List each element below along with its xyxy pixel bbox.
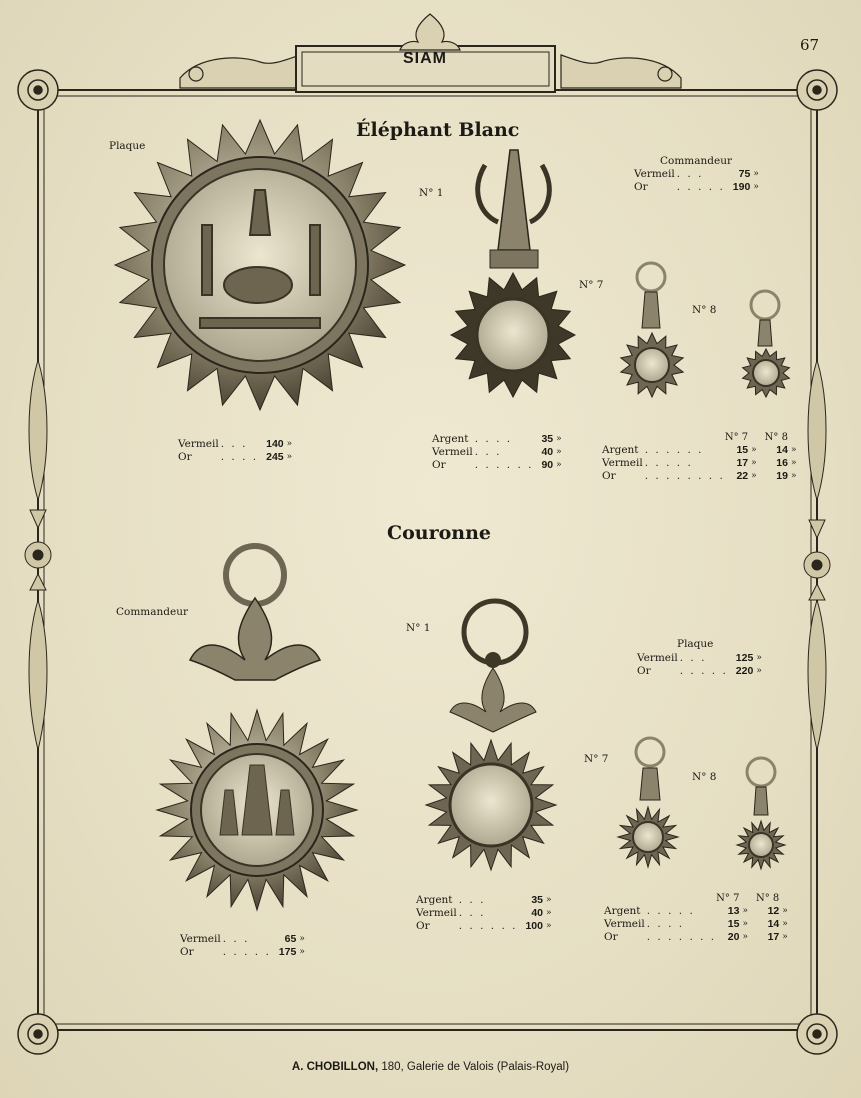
elephant-plaque-illustration	[115, 120, 405, 410]
col-header-no7: N° 7	[716, 893, 740, 904]
label-plaque: Plaque	[677, 638, 714, 650]
quote-mark: »	[556, 447, 562, 457]
price-table-crown-commandeur	[180, 933, 305, 959]
price-row	[637, 665, 762, 678]
leader-dots: . . . . . . .	[646, 931, 717, 943]
price-table-crown-plaque	[637, 652, 762, 678]
price-row	[180, 946, 305, 959]
col-header-no8: N° 8	[764, 432, 788, 443]
price-row	[602, 470, 796, 483]
quote-mark: »	[742, 919, 748, 929]
quote-mark: »	[546, 908, 552, 918]
price-row	[432, 433, 562, 446]
metal-name: Vermeil	[602, 457, 643, 469]
price-value: 65	[284, 933, 297, 945]
section-title-elephant: Éléphant Blanc	[356, 119, 520, 141]
metal-name: Vermeil	[604, 918, 645, 930]
leader-dots: . . . .	[646, 918, 685, 930]
price-row	[180, 933, 305, 946]
metal-name: Or	[637, 665, 651, 677]
price-table-crown-no7-no8	[604, 893, 788, 944]
quote-mark: »	[790, 471, 797, 481]
elephant-no8-illustration	[743, 291, 790, 397]
quote-mark: »	[782, 919, 788, 929]
crown-commandeur-illustration	[157, 546, 357, 910]
price-header-row	[602, 432, 796, 444]
quote-mark: »	[782, 932, 788, 942]
elephant-no1-illustration	[451, 150, 575, 397]
price-header-row	[604, 893, 788, 905]
label-plaque: Plaque	[109, 140, 146, 152]
metal-name: Or	[416, 920, 430, 932]
quote-mark: »	[286, 452, 293, 462]
footer-publisher: A. CHOBILLON,	[291, 1061, 379, 1073]
price-row	[634, 168, 759, 181]
price-no8: 17	[767, 931, 780, 943]
crown-no7-illustration	[618, 738, 678, 867]
price-no8: 12	[767, 905, 780, 917]
metal-name: Argent	[604, 905, 641, 917]
price-row	[432, 446, 562, 459]
metal-name: Or	[178, 451, 192, 463]
quote-mark: »	[546, 895, 552, 905]
price-no8: 14	[767, 918, 780, 930]
metal-name: Argent	[602, 444, 639, 456]
price-no7: 13	[727, 905, 740, 917]
metal-name: Vermeil	[634, 168, 675, 180]
leader-dots: . . .	[679, 652, 707, 664]
price-row	[416, 920, 552, 933]
price-no7: 20	[727, 931, 740, 943]
quote-mark: »	[753, 182, 759, 192]
label-no8: N° 8	[692, 304, 717, 316]
price-no7: 22	[736, 470, 749, 482]
price-value: 35	[541, 433, 554, 445]
quote-mark: »	[753, 169, 759, 179]
col-header-no8: N° 8	[755, 893, 780, 904]
page-number: 67	[800, 36, 820, 54]
label-commandeur: Commandeur	[660, 155, 733, 167]
leader-dots: . . .	[222, 933, 250, 945]
label-no8: N° 8	[692, 771, 717, 783]
price-no7: 17	[736, 457, 749, 469]
quote-mark: »	[742, 906, 748, 916]
price-value: 190	[732, 181, 751, 193]
price-row	[602, 444, 796, 457]
side-laurels	[25, 360, 830, 750]
metal-name: Argent	[432, 433, 469, 445]
price-no8: 16	[776, 457, 788, 469]
price-table-crown-no1	[416, 894, 552, 933]
price-table-elephant-plaque	[178, 438, 292, 464]
metal-name: Argent	[416, 894, 453, 906]
price-row	[416, 894, 552, 907]
quote-mark: »	[751, 445, 757, 455]
price-row	[416, 907, 552, 920]
price-row	[604, 918, 788, 931]
quote-mark: »	[790, 458, 797, 468]
label-no1: N° 1	[406, 622, 431, 634]
footer-address: 180, Galerie de Valois (Palais-Royal)	[381, 1061, 570, 1073]
price-value: 125	[735, 652, 754, 664]
label-no7: N° 7	[584, 753, 609, 765]
price-value: 75	[738, 168, 751, 180]
quote-mark: »	[299, 934, 305, 944]
price-row	[178, 438, 292, 451]
leader-dots: . . . . .	[646, 905, 695, 917]
price-no7: 15	[727, 918, 740, 930]
price-row	[432, 459, 562, 472]
price-no8: 14	[776, 444, 788, 456]
leader-dots: . . .	[458, 907, 486, 919]
quote-mark: »	[756, 666, 762, 676]
leader-dots: . . . . .	[644, 457, 693, 469]
leader-dots: . . . .	[474, 433, 513, 445]
price-table-elephant-no1	[432, 433, 562, 472]
metal-name: Vermeil	[180, 933, 221, 945]
crown-no8-illustration	[737, 758, 785, 869]
price-value: 140	[266, 438, 284, 450]
metal-name: Vermeil	[637, 652, 678, 664]
leader-dots: . . .	[474, 446, 502, 458]
price-value: 35	[531, 894, 543, 906]
leader-dots: . . . .	[220, 451, 259, 463]
price-table-elephant-commandeur	[634, 168, 759, 194]
col-header-no7: N° 7	[724, 432, 749, 443]
price-row	[634, 181, 759, 194]
quote-mark: »	[790, 445, 797, 455]
price-no7: 15	[736, 444, 749, 456]
quote-mark: »	[299, 947, 305, 957]
metal-name: Or	[432, 459, 446, 471]
price-value: 245	[266, 451, 284, 463]
section-title-couronne: Couronne	[387, 522, 492, 544]
quote-mark: »	[556, 434, 562, 444]
quote-mark: »	[286, 439, 293, 449]
quote-mark: »	[751, 458, 757, 468]
leader-dots: . . .	[220, 438, 248, 450]
price-value: 175	[278, 946, 297, 958]
elephant-no7-illustration	[621, 263, 683, 397]
price-value: 220	[735, 665, 754, 677]
metal-name: Or	[180, 946, 194, 958]
metal-name: Or	[634, 181, 648, 193]
leader-dots: . . . . . .	[644, 444, 704, 456]
price-row	[602, 457, 796, 470]
price-no8: 19	[776, 470, 788, 482]
leader-dots: . . . . .	[676, 181, 725, 193]
label-no7: N° 7	[579, 279, 604, 291]
price-value: 40	[541, 446, 554, 458]
leader-dots: . . .	[458, 894, 486, 906]
label-no1: N° 1	[419, 187, 444, 199]
crown-no1-illustration	[426, 601, 556, 870]
price-row	[637, 652, 762, 665]
leader-dots: . . . . . . . .	[644, 470, 725, 482]
metal-name: Vermeil	[178, 438, 219, 450]
price-value: 100	[525, 920, 543, 932]
price-value: 90	[541, 459, 554, 471]
quote-mark: »	[751, 471, 757, 481]
price-table-elephant-no7-no8	[602, 432, 796, 483]
metal-name: Or	[602, 470, 616, 482]
quote-mark: »	[782, 906, 788, 916]
price-row	[604, 931, 788, 944]
footer	[0, 1061, 861, 1073]
banner-title: SIAM	[403, 50, 447, 67]
leader-dots: . . . . .	[222, 946, 271, 958]
leader-dots: . . .	[676, 168, 704, 180]
leader-dots: . . . . . .	[458, 920, 518, 932]
metal-name: Vermeil	[432, 446, 473, 458]
price-value: 40	[531, 907, 543, 919]
metal-name: Or	[604, 931, 618, 943]
leader-dots: . . . . .	[679, 665, 728, 677]
leader-dots: . . . . . .	[474, 459, 534, 471]
quote-mark: »	[546, 921, 552, 931]
quote-mark: »	[556, 460, 562, 470]
metal-name: Vermeil	[416, 907, 457, 919]
price-row	[178, 451, 292, 464]
quote-mark: »	[742, 932, 748, 942]
quote-mark: »	[756, 653, 762, 663]
price-row	[604, 905, 788, 918]
label-commandeur: Commandeur	[116, 606, 189, 618]
